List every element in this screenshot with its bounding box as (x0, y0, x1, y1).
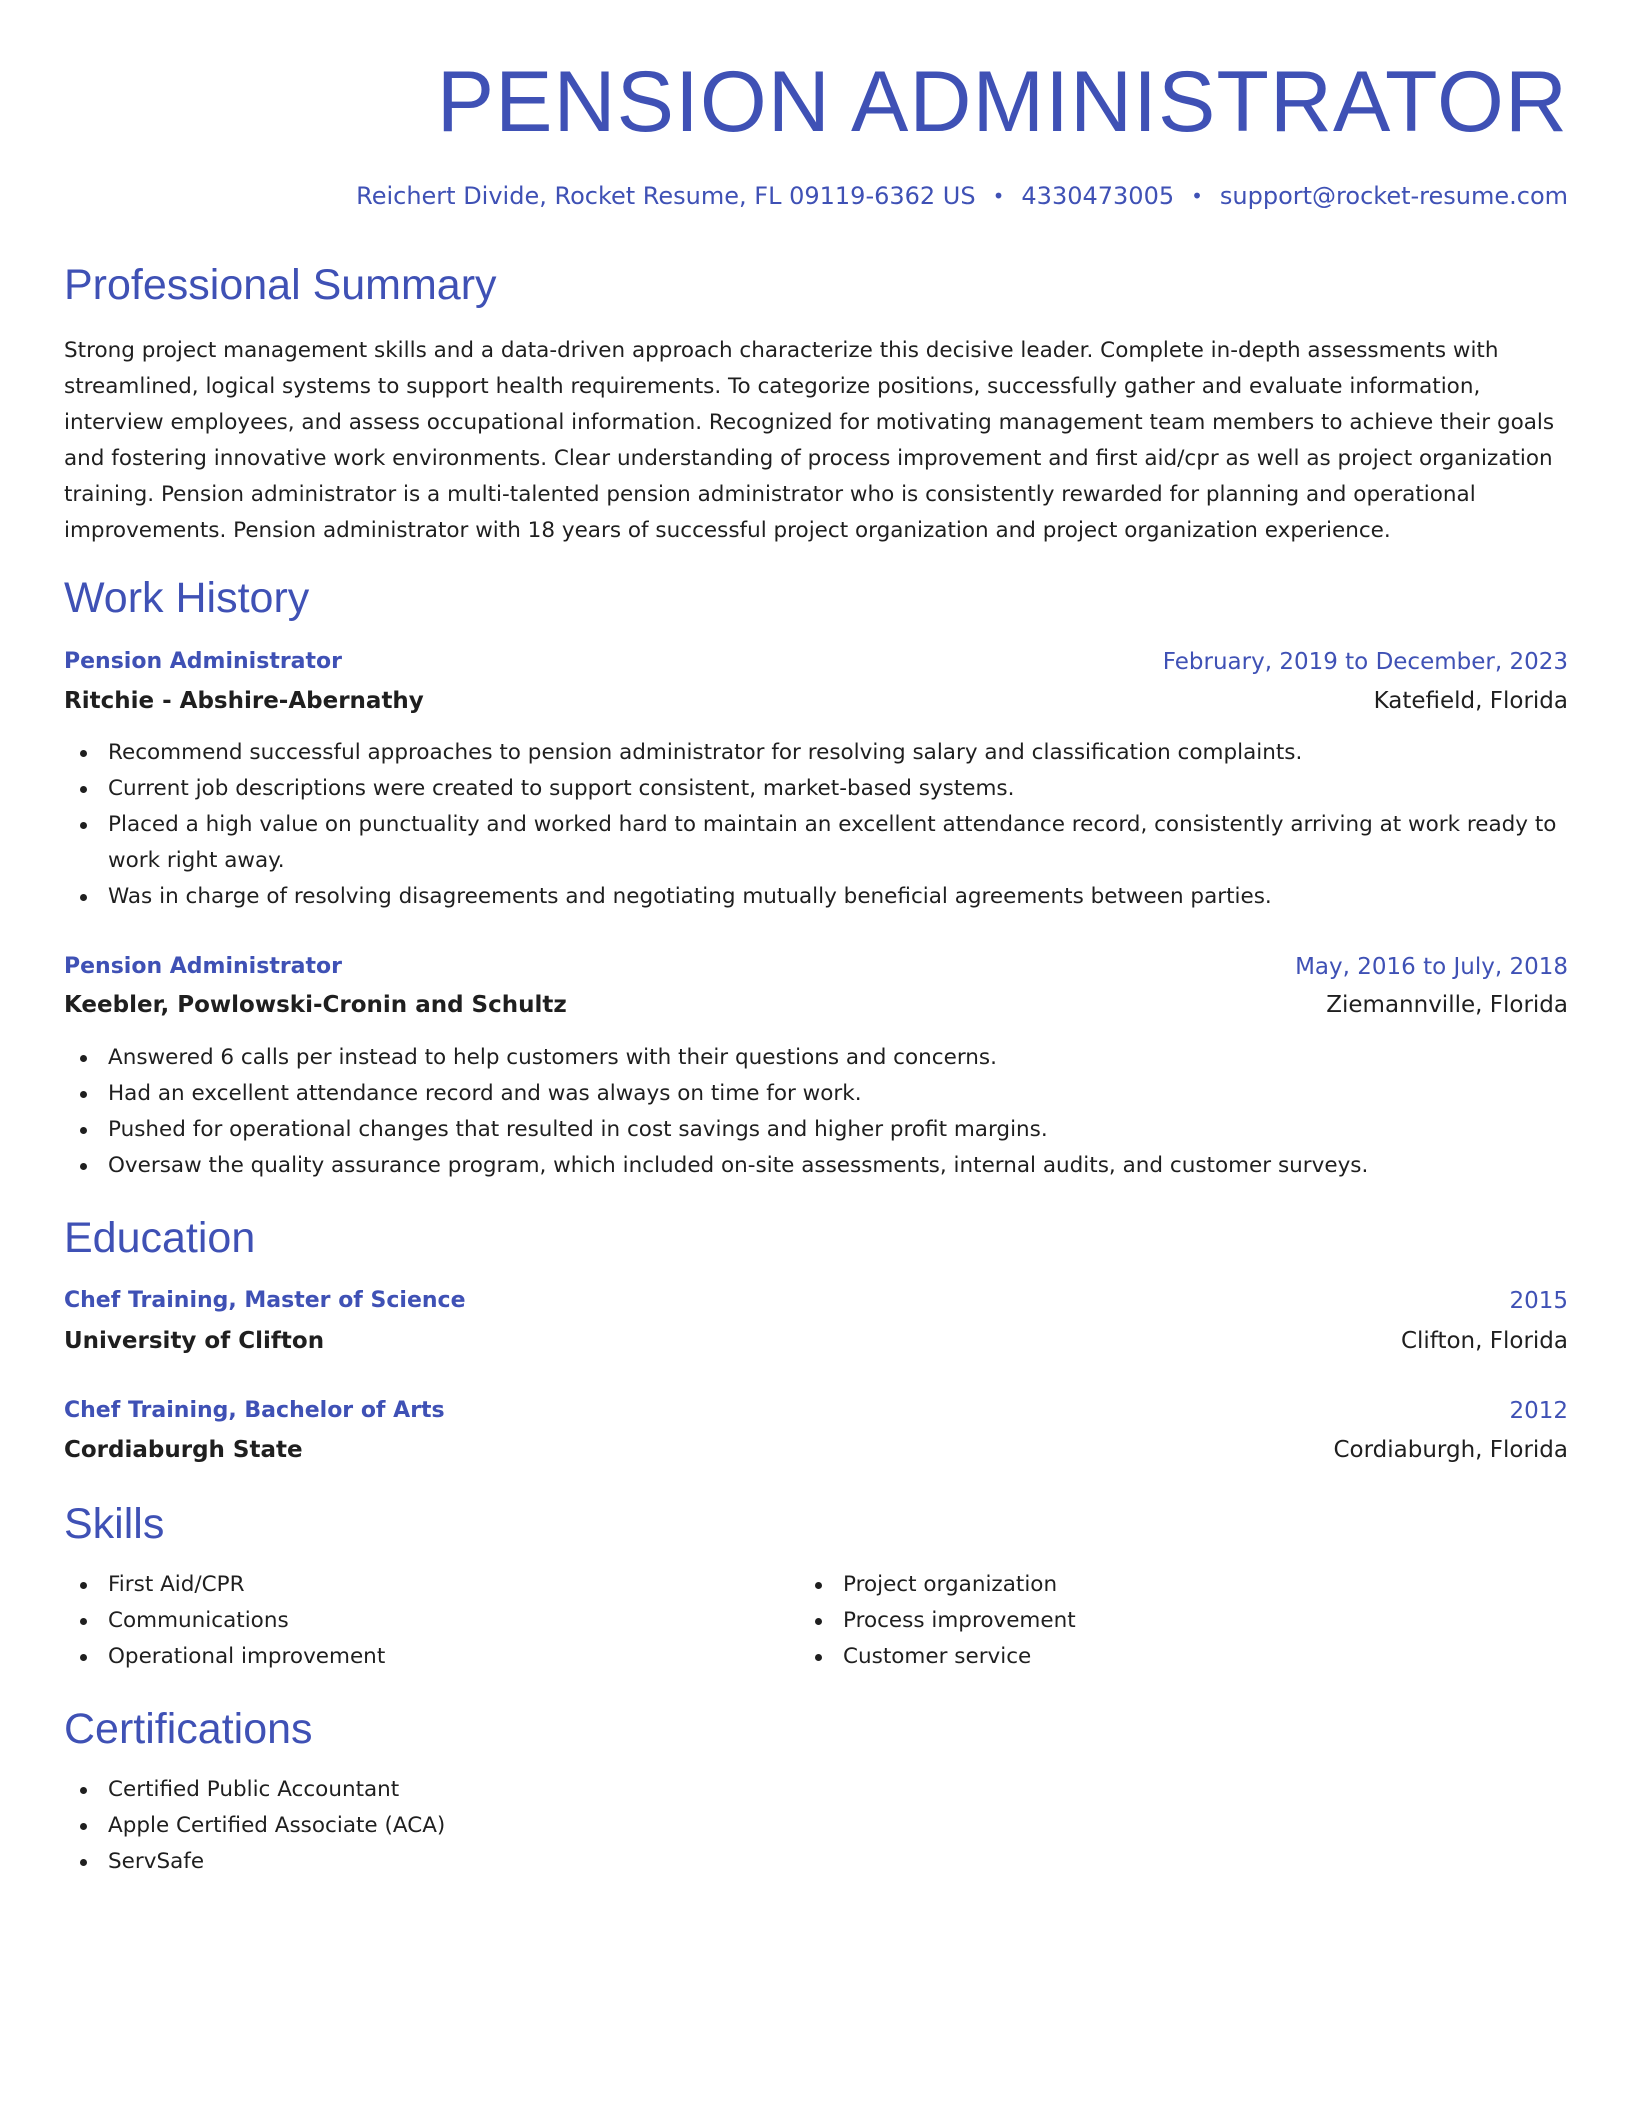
certifications-heading: Certifications (64, 1705, 313, 1753)
skills-list-right (799, 1567, 1499, 1675)
education-degree: Chef Training, Bachelor of Arts (64, 1398, 445, 1423)
certification-item: Certified Public Accountant (64, 1772, 1568, 1808)
education-heading: Education (64, 1214, 256, 1262)
education-school: University of Clifton (64, 1328, 325, 1354)
certification-item: ServSafe (64, 1844, 1568, 1880)
education-year: 2012 (1509, 1398, 1568, 1424)
job-company: Ritchie - Abshire-Abernathy (64, 688, 424, 714)
contact-separator: • (992, 184, 1005, 208)
education-degree: Chef Training, Master of Science (64, 1288, 466, 1313)
skill-item: Project organization (799, 1567, 1499, 1603)
summary-text: Strong project management skills and a data-driven approach characterize this decisive leader. Complete in-depth assessments with streamlined, logical systems to support health requirements. To categorize positions, successfully gather and evaluate information, interview employees, and assess occupational information. Recognized for motivating management team members to achieve their goals and fostering innovative work environments. Clear understanding of process improvement and first aid/cpr as well as project organization training. Pension administrator is a multi-talented pension administrator who is consistently rewarded for planning and operational improvements. Pension administrator with 18 years of successful project organization and project organization experience. (64, 338, 1555, 543)
education-location: Cordiaburgh, Florida (1333, 1437, 1568, 1463)
job-company: Keebler, Powlowski-Cronin and Schultz (64, 992, 567, 1018)
job-company-row (64, 686, 1568, 716)
education-location: Clifton, Florida (1400, 1328, 1568, 1354)
job-bullet: Oversaw the quality assurance program, which included on-site assessments, internal audits, and customer surveys. (64, 1148, 1568, 1184)
job-bullet: Was in charge of resolving disagreements and negotiating mutually beneficial agreements between parties. (64, 879, 1568, 915)
job-title-row (64, 952, 1568, 982)
job-role: Pension Administrator (64, 649, 343, 674)
job-location: Ziemannville, Florida (1326, 992, 1568, 1018)
contact-address: Reichert Divide, Rocket Resume, FL 09119-6362 US (356, 182, 976, 210)
skills-heading: Skills (64, 1500, 165, 1548)
job-title-row (64, 647, 1568, 677)
job-dates: May, 2016 to July, 2018 (1295, 954, 1568, 980)
job-bullet: Recommend successful approaches to pension administrator for resolving salary and classification complaints. (64, 735, 1568, 771)
education-degree-row (64, 1396, 1568, 1426)
job-role: Pension Administrator (64, 954, 343, 979)
education-year: 2015 (1509, 1288, 1568, 1314)
job-bullet: Pushed for operational changes that resulted in cost savings and higher profit margins. (64, 1112, 1568, 1148)
job-company-row (64, 990, 1568, 1020)
job-location: Katefield, Florida (1373, 688, 1568, 714)
skill-item: Process improvement (799, 1603, 1499, 1639)
skill-item: Customer service (799, 1639, 1499, 1675)
skill-item: First Aid/CPR (64, 1567, 764, 1603)
contact-line (356, 180, 1568, 212)
job-dates: February, 2019 to December, 2023 (1162, 649, 1568, 675)
contact-phone: 4330473005 (1021, 182, 1175, 210)
job-bullets (64, 1040, 1568, 1184)
education-school-row (64, 1435, 1568, 1465)
skill-item: Operational improvement (64, 1639, 764, 1675)
job-bullet: Current job descriptions were created to support consistent, market-based systems. (64, 771, 1568, 807)
certifications-list (64, 1772, 1568, 1880)
work-history-heading: Work History (64, 574, 310, 622)
job-bullets (64, 735, 1568, 915)
skill-item: Communications (64, 1603, 764, 1639)
candidate-name: PENSION ADMINISTRATOR (436, 54, 1568, 150)
summary-heading: Professional Summary (64, 261, 497, 309)
job-bullet: Had an excellent attendance record and was always on time for work. (64, 1076, 1568, 1112)
education-school-row (64, 1326, 1568, 1356)
education-school: Cordiaburgh State (64, 1437, 303, 1463)
job-bullet: Answered 6 calls per instead to help customers with their questions and concerns. (64, 1040, 1568, 1076)
contact-email: support@rocket-resume.com (1219, 182, 1568, 210)
education-degree-row (64, 1286, 1568, 1316)
contact-separator: • (1191, 184, 1203, 208)
job-bullet: Placed a high value on punctuality and worked hard to maintain an excellent attendance record, consistently arriving at work ready to work right away. (64, 807, 1568, 879)
certification-item: Apple Certified Associate (ACA) (64, 1808, 1568, 1844)
skills-list-left (64, 1567, 764, 1675)
